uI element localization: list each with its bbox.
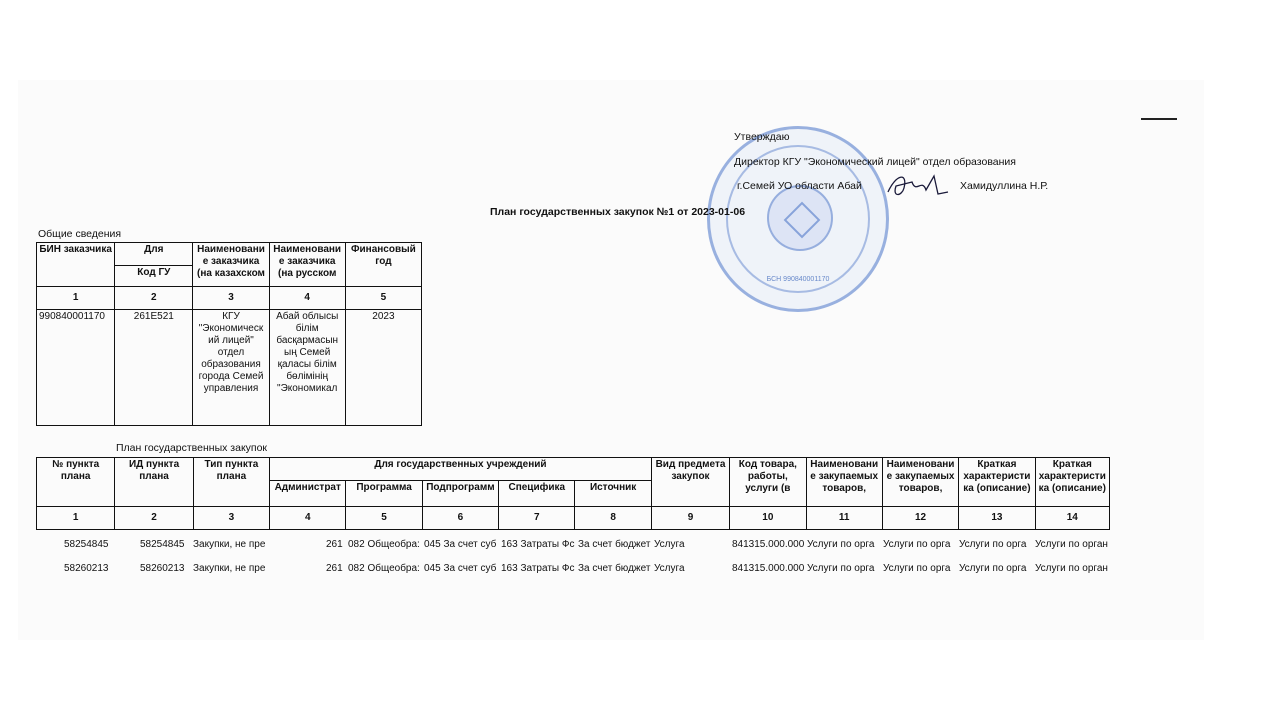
row-goods-code: 841315.000.000 [732, 563, 805, 574]
header-goods-name: Наименовани е закупаемых товаров, [806, 458, 882, 507]
col-number: 5 [345, 287, 421, 310]
row-administrator: 261 [326, 563, 343, 574]
financial-year: 2023 [345, 310, 421, 426]
row-goods-name: Услуги по орга [807, 539, 875, 550]
general-info-table [36, 242, 422, 426]
col-number: 10 [730, 507, 806, 530]
stamp-bin-text: БСН 990840001170 [766, 276, 830, 283]
header-code-gu: Код ГУ [115, 266, 193, 287]
header-description-2: Краткая характеристи ка (описание) [1035, 458, 1109, 507]
customer-code: 261E521 [115, 310, 193, 426]
row-source: За счет бюджет [578, 539, 651, 550]
margin-mark [1141, 118, 1177, 120]
plan-section-label: План государственных закупок [116, 442, 268, 454]
col-number: 12 [882, 507, 958, 530]
header-source: Источник [575, 481, 651, 507]
row-goods-name: Услуги по орга [807, 563, 875, 574]
header-item-id: ИД пункта плана [115, 458, 193, 507]
row-description: Услуги по орга [959, 539, 1027, 550]
header-name-kz: Наименовани е заказчика (на казахском [193, 243, 269, 287]
header-program: Программа [346, 481, 422, 507]
col-number: 1 [37, 287, 115, 310]
header-subject-type: Вид предмета закупок [651, 458, 729, 507]
row-goods-name-2: Услуги по орга [883, 563, 951, 574]
row-administrator: 261 [326, 539, 343, 550]
row-subprogram: 045 За счет суб [424, 539, 497, 550]
table-row [0, 538, 1110, 552]
row-item-id: 58254845 [140, 539, 185, 550]
approval-label: Утверждаю [734, 131, 790, 143]
header-bin: БИН заказчика [37, 243, 115, 287]
row-item-no: 58254845 [64, 539, 109, 550]
col-number: 5 [346, 507, 422, 530]
col-number: 2 [115, 507, 193, 530]
header-item-no: № пункта плана [37, 458, 115, 507]
customer-bin: 990840001170 [37, 310, 115, 426]
header-item-type: Тип пункта плана [193, 458, 269, 507]
general-section-label: Общие сведения [38, 228, 122, 240]
row-item-type: Закупки, не пре [193, 539, 266, 550]
header-for: Для [115, 243, 193, 266]
header-description: Краткая характеристи ка (описание) [959, 458, 1035, 507]
row-item-id: 58260213 [140, 563, 185, 574]
col-number: 11 [806, 507, 882, 530]
col-number: 4 [269, 287, 345, 310]
row-program: 082 Общеобра: [348, 563, 420, 574]
col-number: 6 [422, 507, 498, 530]
document-title: План государственных закупок №1 от 2023-01-06 [490, 206, 746, 218]
row-subprogram: 045 За счет суб [424, 563, 497, 574]
col-number: 4 [270, 507, 346, 530]
col-number: 3 [193, 507, 269, 530]
row-description: Услуги по орга [959, 563, 1027, 574]
customer-name-ru: Абай облысы білім басқармасын ың Семей қаласы білім бөлімінің "Экономикал [269, 310, 345, 426]
col-number: 14 [1035, 507, 1109, 530]
col-number: 8 [575, 507, 651, 530]
row-source: За счет бюджет [578, 563, 651, 574]
official-stamp [707, 126, 889, 312]
procurement-plan-table [36, 457, 1110, 530]
col-number: 1 [37, 507, 115, 530]
header-goods-code: Код товара, работы, услуги (в [730, 458, 806, 507]
row-goods-code: 841315.000.000 [732, 539, 805, 550]
header-goods-name-2: Наименовани е закупаемых товаров, [882, 458, 958, 507]
table-row [0, 562, 1110, 576]
row-item-type: Закупки, не пре [193, 563, 266, 574]
row-description-2: Услуги по орган [1035, 563, 1108, 574]
row-specifics: 163 Затраты Фс [501, 539, 575, 550]
col-number: 2 [115, 287, 193, 310]
row-goods-name-2: Услуги по орга [883, 539, 951, 550]
row-item-no: 58260213 [64, 563, 109, 574]
row-subject-type: Услуга [654, 563, 685, 574]
header-gov-institutions: Для государственных учреждений [270, 458, 652, 481]
header-name-ru: Наименовани е заказчика (на русском [269, 243, 345, 287]
customer-name-kz: КГУ "Экономическ ий лицей" отдел образования города Семей управления [193, 310, 269, 426]
signer-name: Хамидуллина Н.Р. [960, 180, 1049, 192]
state-emblem-icon [767, 185, 833, 251]
header-fin-year: Финансовый год [345, 243, 421, 287]
header-specifics: Специфика [499, 481, 575, 507]
header-administrator: Администрат [270, 481, 346, 507]
row-subject-type: Услуга [654, 539, 685, 550]
emblem-star-icon [784, 202, 821, 239]
row-program: 082 Общеобра: [348, 539, 420, 550]
col-number: 7 [499, 507, 575, 530]
row-description-2: Услуги по орган [1035, 539, 1108, 550]
signature-icon [882, 168, 952, 202]
approval-position: Директор КГУ "Экономический лицей" отдел образования [734, 156, 1016, 168]
approval-city: г.Семей УО области Абай [737, 180, 862, 192]
row-specifics: 163 Затраты Фс [501, 563, 575, 574]
header-subprogram: Подпрограмм [422, 481, 498, 507]
col-number: 13 [959, 507, 1035, 530]
col-number: 3 [193, 287, 269, 310]
col-number: 9 [651, 507, 729, 530]
